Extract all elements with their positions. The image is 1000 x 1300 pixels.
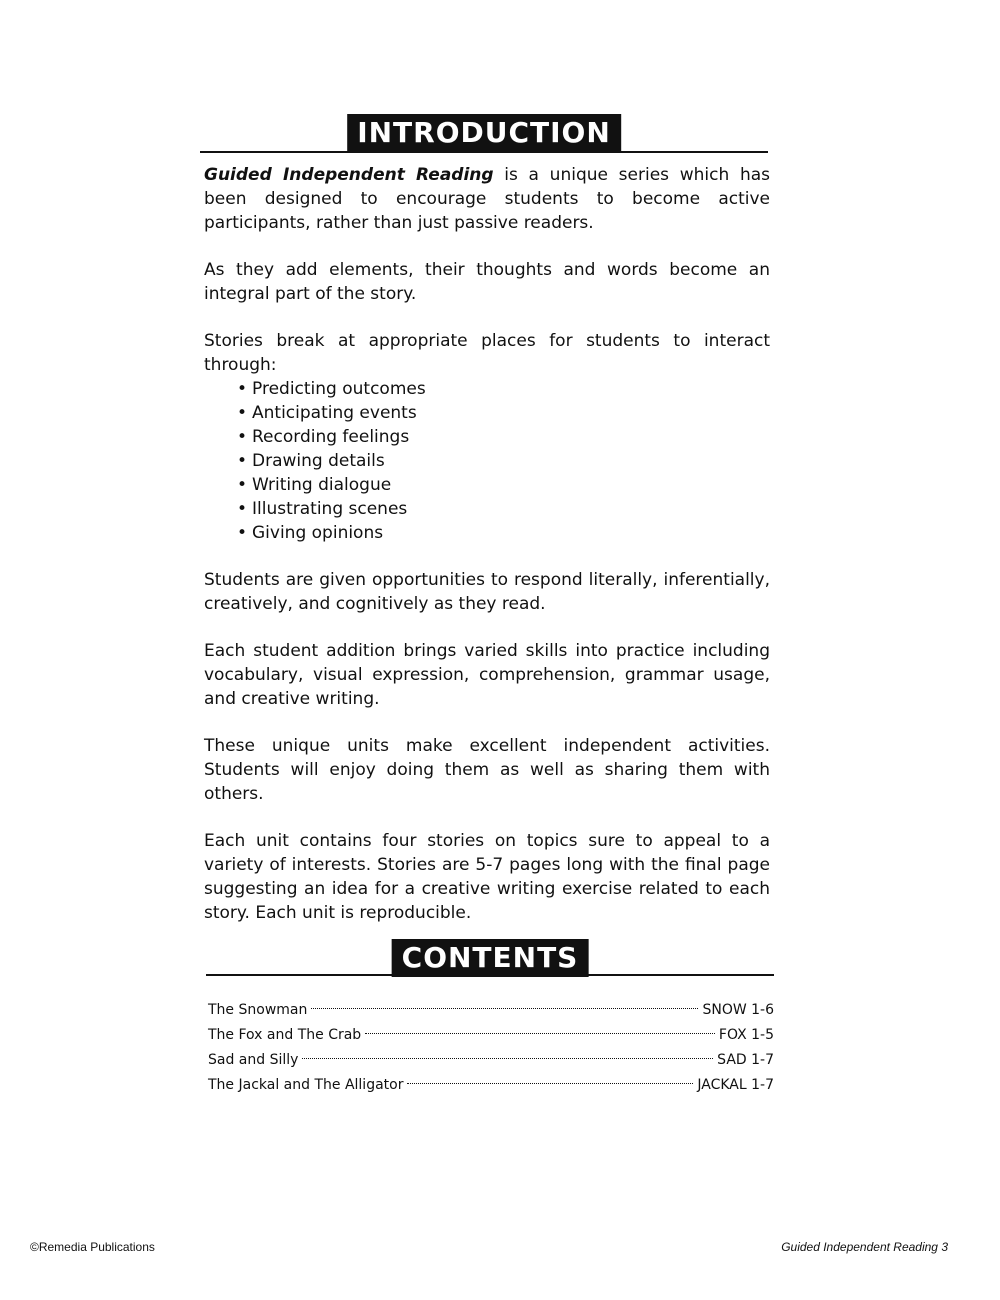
publisher-credit: ©Remedia Publications bbox=[30, 1240, 155, 1254]
toc-row bbox=[208, 1048, 774, 1073]
toc-leader bbox=[365, 1033, 715, 1034]
list-item: • Writing dialogue bbox=[252, 473, 770, 497]
toc-leader bbox=[407, 1083, 693, 1084]
introduction-header bbox=[200, 114, 768, 154]
toc-row bbox=[208, 998, 774, 1023]
toc-leader bbox=[311, 1008, 698, 1009]
page-label: Guided Independent Reading 3 bbox=[781, 1240, 948, 1254]
list-item: • Predicting outcomes bbox=[252, 377, 770, 401]
interaction-list bbox=[204, 377, 770, 545]
series-title: Guided Independent Reading bbox=[204, 165, 494, 185]
contents-heading: CONTENTS bbox=[392, 939, 589, 977]
intro-paragraph-6: These unique units make excellent independent activities. Students will enjoy doing them as well as sharing them with others. bbox=[204, 736, 770, 804]
toc-row bbox=[208, 1023, 774, 1048]
intro-paragraph-2: As they add elements, their thoughts and words become an integral part of the story. bbox=[204, 260, 770, 304]
intro-paragraph-3: Stories break at appropriate places for students to interact through: bbox=[204, 331, 770, 375]
toc-title: The Snowman bbox=[208, 1002, 308, 1018]
intro-paragraph-4: Students are given opportunities to respond literally, inferentially, creatively, and cognitively as they read. bbox=[204, 570, 770, 614]
list-item: • Recording feelings bbox=[252, 425, 770, 449]
intro-paragraph-1 bbox=[204, 163, 770, 235]
table-of-contents bbox=[208, 998, 774, 1098]
list-item: • Giving opinions bbox=[252, 521, 770, 545]
toc-leader bbox=[302, 1058, 713, 1059]
intro-paragraph-7: Each unit contains four stories on topics sure to appeal to a variety of interests. Stories are 5-7 pages long with the final page suggesting an idea for a creative writing exercise related to each story. Each unit is reproducible. bbox=[204, 831, 770, 923]
intro-paragraph-5: Each student addition brings varied skills into practice including vocabulary, visual expression, comprehension, grammar usage, and creative writing. bbox=[204, 641, 770, 709]
toc-title: The Jackal and The Alligator bbox=[208, 1077, 404, 1093]
list-item: • Drawing details bbox=[252, 449, 770, 473]
toc-title: The Fox and The Crab bbox=[208, 1027, 362, 1043]
toc-title: Sad and Silly bbox=[208, 1052, 299, 1068]
list-item: • Illustrating scenes bbox=[252, 497, 770, 521]
introduction-heading: INTRODUCTION bbox=[347, 114, 621, 152]
introduction-body bbox=[204, 163, 770, 948]
list-item: • Anticipating events bbox=[252, 401, 770, 425]
toc-pages: FOX 1-5 bbox=[718, 1027, 774, 1043]
intro-paragraph-1-text: is a unique series which has been designed to encourage students to become active participants, rather than just passive readers. bbox=[204, 165, 770, 233]
toc-pages: JACKAL 1-7 bbox=[697, 1077, 774, 1093]
toc-pages: SNOW 1-6 bbox=[702, 1002, 774, 1018]
contents-header bbox=[206, 939, 774, 979]
toc-row bbox=[208, 1073, 774, 1098]
toc-pages: SAD 1-7 bbox=[717, 1052, 774, 1068]
